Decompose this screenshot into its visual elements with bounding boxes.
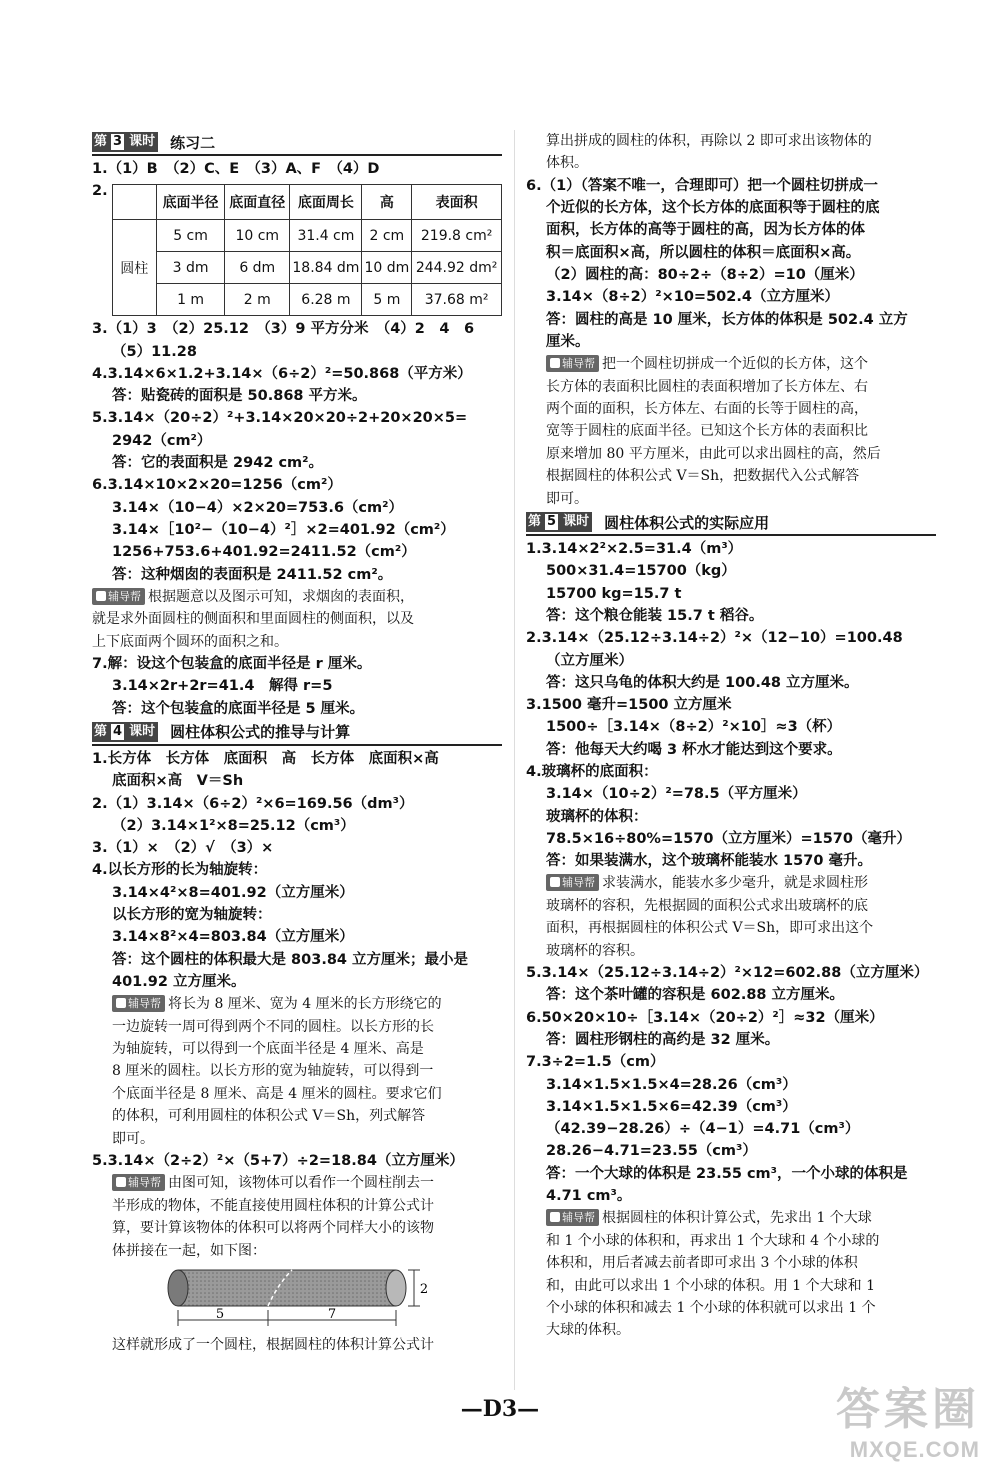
lesson-tag-suffix: 课时 <box>126 722 158 742</box>
hint-line: 求装满水，能装水多少毫升，就是求圆柱形 <box>602 875 868 892</box>
lesson-tag-suffix: 课时 <box>560 512 592 532</box>
left-column <box>92 130 502 1356</box>
hint-line: 体积。 <box>546 155 588 172</box>
hint-line: 根据圆柱的体积计算公式，先求出 1 个大球 <box>602 1210 872 1227</box>
answer-line: 答：这个茶叶罐的容积是 602.88 立方厘米。 <box>546 987 845 1004</box>
answer-line: 4.3.14×6×1.2+3.14×（6÷2）²=50.868（平方米） <box>92 365 472 382</box>
hint-icon <box>96 591 106 601</box>
hint-line: 个小球的体积和减去 1 个小球的体积就可以求出 1 个 <box>546 1300 876 1316</box>
hint-line: 8 厘米的圆柱。以长方形的宽为轴旋转，可以得到一 <box>112 1063 434 1080</box>
answer-table <box>112 184 502 316</box>
lesson-tag-number: 5 <box>543 512 560 532</box>
lesson-tag <box>92 132 158 152</box>
answer-line: 3.14×4²×8=401.92（立方厘米） <box>112 884 354 901</box>
hint-line: 半形成的物体，不能直接使用圆柱体积的计算公式计 <box>112 1197 434 1214</box>
table-cell: 10 cm <box>225 220 290 252</box>
lesson-3-header <box>92 130 502 156</box>
hint-note <box>526 353 936 510</box>
hint-icon <box>116 998 126 1008</box>
answer-line: 3.14×2r+2r=41.4 解得 r=5 <box>112 678 333 695</box>
table-cell: 5 m <box>362 284 412 316</box>
table-cell: 244.92 dm² <box>412 252 502 284</box>
hint-line: 算出拼成的圆柱的体积，再除以 2 即可求出该物体的 <box>546 133 872 149</box>
table-header-cell: 底面周长 <box>290 185 362 220</box>
answer-line: 底面积×高 V＝Sh <box>112 773 244 790</box>
lesson-tag <box>526 512 592 532</box>
hint-line: 算，要计算该物体的体积可以将两个同样大小的该物 <box>112 1220 434 1237</box>
table-header-cell: 底面直径 <box>225 185 290 220</box>
table-cell: 219.8 cm² <box>412 220 502 252</box>
hint-line: 这样就形成了一个圆柱，根据圆柱的体积计算公式计 <box>112 1337 434 1353</box>
hint-note <box>92 1172 502 1262</box>
answer-line: 5.3.14×（2÷2）²×（5+7）÷2=18.84（立方厘米） <box>92 1153 464 1170</box>
lesson-tag-number: 4 <box>109 722 126 742</box>
hint-line: 为轴旋转，可以得到一个底面半径是 4 厘米、高是 <box>112 1041 424 1058</box>
answer-line: 1256+753.6+401.92=2411.52（cm²） <box>112 544 416 561</box>
hint-badge-label: 辅导帮 <box>108 589 141 603</box>
answer-line: 3.14×1.5×1.5×6=42.39（cm³） <box>546 1098 797 1115</box>
answer-line: 1500÷［3.14×（8÷2）²×10］≈3（杯） <box>546 719 842 736</box>
answer-line: （2）3.14×1²×8=25.12（cm³） <box>112 817 355 834</box>
hint-line: 体拼接在一起，如下图： <box>112 1242 266 1259</box>
watermark-url: MXQE.COM <box>849 1437 980 1462</box>
hint-badge-label: 辅导帮 <box>562 357 595 371</box>
hint-badge <box>112 1174 165 1191</box>
dimension-label: 2 <box>419 1282 429 1297</box>
hint-line: 宽等于圆柱的底面半径。已知这个长方体的表面积比 <box>546 423 868 440</box>
answer-line: （5）11.28 <box>112 343 197 360</box>
answer-line: 2.（1）3.14×（6÷2）²×6=169.56（dm³） <box>92 795 414 812</box>
table-header-cell: 表面积 <box>412 185 502 220</box>
column-divider <box>514 130 515 1390</box>
answer-line: 7.解：设这个包装盒的底面半径是 r 厘米。 <box>92 656 372 673</box>
hint-line: 根据圆柱的体积公式 V＝Sh，把数据代入公式解答 <box>546 468 860 485</box>
answer-line: 6.3.14×10×2×20=1256（cm²） <box>92 477 342 494</box>
answer-line: 玻璃杯的体积： <box>546 808 648 825</box>
answer-line: 28.26−4.71=23.55（cm³） <box>546 1143 757 1160</box>
table-cell: 1 m <box>157 284 225 316</box>
answer-table-block <box>92 180 502 318</box>
answer-line: 积＝底面积×高，所以圆柱的体积＝底面积×高。 <box>546 244 861 261</box>
table-corner-cell <box>112 185 156 220</box>
hint-note <box>92 586 502 653</box>
table-header-cell: 高 <box>362 185 412 220</box>
hint-line: 把一个圆柱切拼成一个近似的长方体，这个 <box>602 356 868 373</box>
table-header-cell: 底面半径 <box>157 185 225 220</box>
answer-line: 78.5×16÷80%=1570（立方厘米）=1570（毫升） <box>546 830 911 847</box>
lesson-title: 圆柱体积公式的实际应用 <box>604 513 770 532</box>
hint-line: 一边旋转一周可得到两个不同的圆柱。以长方形的长 <box>112 1018 434 1035</box>
lesson-title: 圆柱体积公式的推导与计算 <box>170 723 351 742</box>
answer-line: 以长方形的宽为轴旋转： <box>112 907 272 924</box>
hint-note <box>92 993 502 1150</box>
hint-badge-label: 辅导帮 <box>562 1211 595 1225</box>
hint-line: 面积，再根据圆柱的体积公式 V＝Sh，即可求出这个 <box>546 920 874 937</box>
lesson-tag-prefix: 第 <box>92 132 109 152</box>
answer-line: 答：如果装满水，这个玻璃杯能装水 1570 毫升。 <box>546 853 872 870</box>
question-number: 2. <box>92 183 108 200</box>
answer-line: 4.以长方形的长为轴旋转： <box>92 862 268 879</box>
hint-badge <box>112 995 165 1012</box>
lesson-tag-suffix: 课时 <box>126 132 158 152</box>
answer-line: 3.14×（8÷2）²×10=502.4（立方厘米） <box>546 289 839 306</box>
answer-line: 7.3÷2=1.5（cm） <box>526 1054 665 1071</box>
watermark-logo: 答案圈 <box>836 1384 980 1435</box>
table-cell: 18.84 dm <box>290 252 362 284</box>
table-cell: 37.68 m² <box>412 284 502 316</box>
hint-line: 由图可知，该物体可以看作一个圆柱削去一 <box>168 1175 434 1192</box>
hint-line: 的体积，可利用圆柱的体积公式 V＝Sh，列式解答 <box>112 1108 426 1125</box>
answer-line: 答：这只乌龟的体积大约是 100.48 立方厘米。 <box>546 674 859 691</box>
answer-line: 3.14×［10²−（10−4）²］×2=401.92（cm²） <box>112 521 455 538</box>
answer-line: 个近似的长方体，这个长方体的底面积等于圆柱的底 <box>546 200 880 217</box>
answer-line: 3.14×1.5×1.5×4=28.26（cm³） <box>546 1076 797 1093</box>
hint-icon <box>550 1212 560 1222</box>
answer-line: 2.3.14×（25.12÷3.14÷2）²×（12−10）=100.48 <box>526 630 903 647</box>
table-cell: 31.4 cm <box>290 220 362 252</box>
answer-line: 1.长方体 长方体 底面积 高 长方体 底面积×高 <box>92 750 439 767</box>
hint-line: 将长为 8 厘米、宽为 4 厘米的长方形绕它的 <box>168 996 442 1013</box>
answer-line: （立方厘米） <box>546 652 633 669</box>
hint-icon <box>550 877 560 887</box>
answer-line: 答：这个粮仓能装 15.7 t 稻谷。 <box>546 607 764 624</box>
answer-line: 401.92 立方厘米。 <box>112 973 246 990</box>
hint-badge <box>92 588 145 605</box>
answer-line: 3.14×8²×4=803.84（立方厘米） <box>112 929 354 946</box>
hint-badge <box>546 1209 599 1226</box>
answer-line: （42.39−28.26）÷（4−1）=4.71（cm³） <box>546 1121 860 1138</box>
answer-line: 1.（1）B （2）C、E （3）A、F （4）D <box>92 161 380 177</box>
answer-line: （2）圆柱的高：80÷2÷（8÷2）=10（厘米） <box>546 267 864 283</box>
dimension-label: 5 <box>215 1307 225 1322</box>
hint-line: 两个面的面积，长方体左、右面的长等于圆柱的高， <box>546 401 868 417</box>
hint-line: 大球的体积。 <box>546 1322 630 1339</box>
answer-line: 5.3.14×（20÷2）²+3.14×20×20÷2+20×20×5= <box>92 410 468 427</box>
hint-badge <box>546 355 599 372</box>
hint-line: 玻璃杯的容积。 <box>546 942 644 959</box>
lesson-tag-prefix: 第 <box>92 722 109 742</box>
answer-line: 3.14×（10÷2）²=78.5（平方厘米） <box>546 786 807 803</box>
cylinder-left-end <box>168 1270 188 1306</box>
hint-line: 就是求外面圆柱的侧面积和里面圆柱的侧面积，以及 <box>92 611 414 628</box>
answer-line: 厘米。 <box>546 333 590 350</box>
table-row <box>112 284 501 316</box>
answer-line: 答：它的表面积是 2942 cm²。 <box>112 455 324 472</box>
hint-line: 即可。 <box>546 490 588 507</box>
hint-line: 即可。 <box>112 1130 154 1147</box>
answer-line: 答：这个包装盒的底面半径是 5 厘米。 <box>112 700 365 717</box>
answer-line: 答：一个大球的体积是 23.55 cm³，一个小球的体积是 <box>546 1165 908 1182</box>
answer-line: 1.3.14×2²×2.5=31.4（m³） <box>526 541 743 558</box>
hint-line: 根据题意以及图示可知，求烟囱的表面积， <box>148 588 414 605</box>
answer-line: 答：圆柱的高是 10 厘米，长方体的体积是 502.4 立方 <box>546 311 908 328</box>
cylinder-right-end <box>386 1270 406 1306</box>
table-cell: 5 cm <box>157 220 225 252</box>
lesson-5-header <box>526 510 936 536</box>
answer-line: 3.14×（10−4）×2×20=753.6（cm²） <box>112 499 403 516</box>
answer-line: 答：这种烟囱的表面积是 2411.52 cm²。 <box>112 566 393 583</box>
hint-badge-label: 辅导帮 <box>128 997 161 1011</box>
answer-line: 3.（1）3 （2）25.12 （3）9 平方分米 （4）2 4 6 <box>92 321 475 338</box>
hint-line: 原来增加 80 平方厘米，由此可以求出圆柱的高，然后 <box>546 445 881 462</box>
table-cell: 2 m <box>225 284 290 316</box>
lesson-title: 练习二 <box>170 133 216 152</box>
answer-line: 15700 kg=15.7 t <box>546 585 682 602</box>
answer-line: 2942（cm²） <box>112 432 212 449</box>
answer-line: 6.（1）（答案不唯一，合理即可）把一个圆柱切拼成一 <box>526 177 878 194</box>
hint-badge-label: 辅导帮 <box>128 1176 161 1190</box>
hint-line: 和，由此可以求出 1 个小球的体积。用 1 个大球和 1 <box>546 1277 875 1294</box>
table-cell: 6.28 m <box>290 284 362 316</box>
hint-line: 长方体的表面积比圆柱的表面积增加了长方体左、右 <box>546 378 868 395</box>
answer-line: 6.50×20×10÷［3.14×（20÷2）²］≈32（厘米） <box>526 1009 884 1026</box>
lesson-tag-prefix: 第 <box>526 512 543 532</box>
right-column <box>526 130 936 1342</box>
hint-icon <box>116 1177 126 1187</box>
answer-line: 答：这个圆柱的体积最大是 803.84 立方厘米；最小是 <box>112 951 469 968</box>
answer-line: 500×31.4=15700（kg） <box>546 563 736 580</box>
hint-line: 个底面半径是 8 厘米、高是 4 厘米的圆柱。要求它们 <box>112 1085 442 1102</box>
hint-icon <box>550 358 560 368</box>
table-cell: 2 cm <box>362 220 412 252</box>
dimension-label: 7 <box>327 1307 337 1322</box>
answer-line: 5.3.14×（25.12÷3.14÷2）²×12=602.88（立方厘米） <box>526 965 929 982</box>
hint-line: 上下底面两个圆环的面积之和。 <box>92 633 288 650</box>
lesson-tag <box>92 722 158 742</box>
answer-line: 答：他每天大约喝 3 杯水才能达到这个要求。 <box>546 741 842 758</box>
answer-line: 答：贴瓷砖的面积是 50.868 平方米。 <box>112 388 367 405</box>
answer-line: 面积，长方体的高等于圆柱的高，因为长方体的体 <box>546 222 865 239</box>
lesson-4-header <box>92 720 502 746</box>
site-watermark <box>836 1373 980 1463</box>
table-row <box>112 252 501 284</box>
hint-badge-label: 辅导帮 <box>562 876 595 890</box>
answer-line: 4.玻璃杯的底面积： <box>526 764 658 780</box>
answer-line: 4.71 cm³。 <box>546 1188 632 1205</box>
table-header-row <box>112 185 501 220</box>
lesson-tag-number: 3 <box>109 132 126 152</box>
hint-badge <box>546 874 599 891</box>
hint-line: 玻璃杯的容积，先根据圆的面积公式求出玻璃杯的底 <box>546 897 868 914</box>
hint-line: 和 1 个小球的体积和，再求出 1 个大球和 4 个小球的 <box>546 1232 880 1249</box>
table-row <box>112 220 501 252</box>
answer-line: 3.（1）× （2）√ （3）× <box>92 840 274 857</box>
table-cell: 6 dm <box>225 252 290 284</box>
page-number: —D3— <box>460 1396 540 1422</box>
answer-line: 答：圆柱形钢柱的高约是 32 厘米。 <box>546 1032 780 1048</box>
cylinder-figure <box>160 1264 430 1334</box>
table-cell: 3 dm <box>157 252 225 284</box>
hint-note <box>526 1207 936 1341</box>
table-cell: 10 dm <box>362 252 412 284</box>
table-row-label: 圆柱 <box>112 220 156 316</box>
answer-line: 3.1500 毫升=1500 立方厘米 <box>526 697 732 714</box>
hint-note <box>526 872 936 962</box>
hint-line: 体积和，用后者减去前者即可求出 3 个小球的体积 <box>546 1255 858 1272</box>
